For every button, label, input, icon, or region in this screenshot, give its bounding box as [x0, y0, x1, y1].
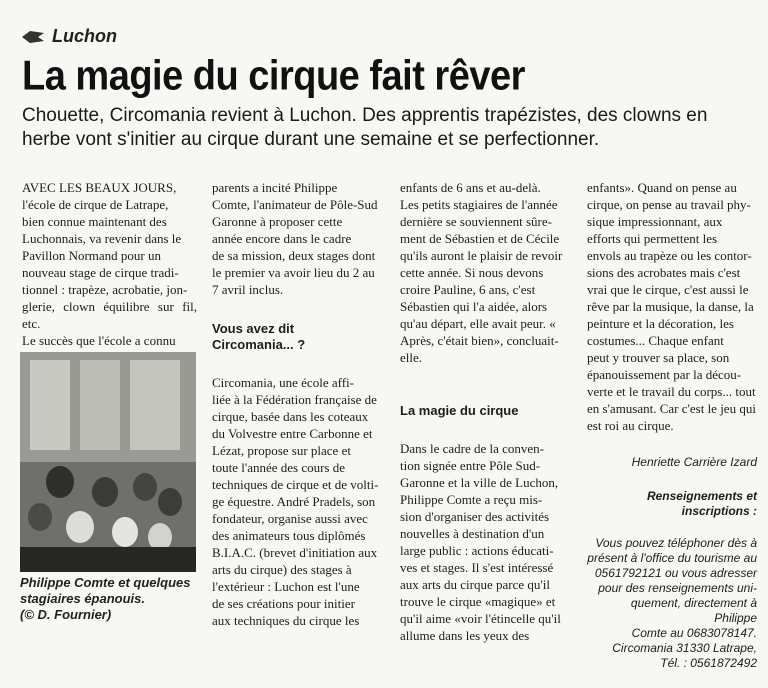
section-label: Luchon	[52, 26, 117, 46]
column-1-text: AVEC LES BEAUX JOURS, l'école de cirque de Latrape, bien connue maintenant des Luchonnais, va revenir dans le Pavillon Normand pour un nouveau stage de cirque tradi- tionnel : trapèze, acrobatie, jon- glerie, clown équilibre sur fil, etc. Le succès que l'école a connu	[22, 180, 197, 348]
photo-credit: (© D. Fournier)	[20, 607, 112, 622]
article-column-1	[22, 162, 197, 383]
article-lead: Chouette, Circomania revient à Luchon. Des apprentis trapézistes, des clowns en herbe vont s'initier au cirque durant une semaine et se perfectionner.	[22, 105, 708, 150]
photo-image	[20, 352, 196, 572]
article-photo	[20, 352, 196, 572]
column-3-paragraph-1: enfants de 6 ans et au-delà. Les petits stagiaires de l'année dernière se souviennent sûre- ment de Sébastien et de Cécile qu'ils auront le plaisir de revoir cette année. Si nous devons croire Pauline, 6 ans, c'est Sébastien qui l'a aidée, alors qu'au départ, elle avait peur. « Après, c'était bien», concluait- elle.	[400, 180, 563, 365]
column-2-subheading: Vous avez dit Circomania... ?	[212, 321, 306, 352]
section-kicker	[22, 26, 117, 47]
article-column-4	[587, 162, 757, 688]
info-body: Vous pouvez téléphoner dès à présent à l'office du tourisme au 0561792121 ou vous adresser pour des renseignements uni- quement, directement à Philippe Comte au 0683078147. Circomania 31330 Latrape, Tél. : 0561872492	[587, 536, 757, 670]
info-heading: Renseignements et inscriptions :	[646, 489, 757, 518]
article-column-3	[400, 162, 578, 661]
article-author: Henriette Carrière Izard	[631, 455, 757, 469]
photo-caption	[20, 575, 200, 623]
article-headline: La magie du cirque fait rêver	[22, 53, 525, 100]
section-marker-icon	[22, 31, 44, 43]
column-3-paragraph-2: Dans le cadre de la conven- tion signée entre Pôle Sud- Garonne et la ville de Luchon, Philippe Comte a reçu mis- sion d'organiser des activités nouvelles à destination d'un large public : actions éducati- ves et stages. Il s'est intéressé aux arts du cirque parce qu'il trouve le cirque «magique» et qu'il aime «voir l'étincelle qu'il allume dans les yeux des	[400, 441, 561, 643]
article-column-2	[212, 162, 390, 646]
caption-text: Philippe Comte et quelques stagiaires épanouis.	[20, 575, 191, 606]
column-2-paragraph-1: parents a incité Philippe Comte, l'animateur de Pôle-Sud Garonne à proposer cette année encore dans le cadre de sa mission, deux stages dont le premier va avoir lieu du 2 au 7 avril inclus.	[212, 180, 378, 297]
column-4-paragraph-1: enfants». Quand on pense au cirque, on pense au travail phy- sique impressionnant, aux efforts qui permettent les envols au trapèze ou les contor- sions des acrobates mais c'est vrai que le cirque, c'est aussi le rêve par la musique, la danse, la peinture et la décoration, les costumes... Chaque enfant peut y trouver sa place, son épanouissement par la décou- verte et le travail du corps... tout en s'amusant. Car c'est le jeu qui est roi au cirque.	[587, 180, 756, 433]
column-2-paragraph-2: Circomania, une école affi- liée à la Fédération française de cirque, basée dans les coteaux du Volvestre entre Carbonne et Lézat, propose sur place et toute l'année des cours de techniques de cirque et de volti- ge équestre. André Pradels, son fondateur, organise aussi avec des animateurs tous diplômés B.I.A.C. (brevet d'initiation aux arts du cirque) des stages à l'extérieur : Luchon est l'une de ses créations pour initier aux techniques du cirque les	[212, 375, 379, 628]
column-3-subheading: La magie du cirque	[400, 403, 519, 418]
